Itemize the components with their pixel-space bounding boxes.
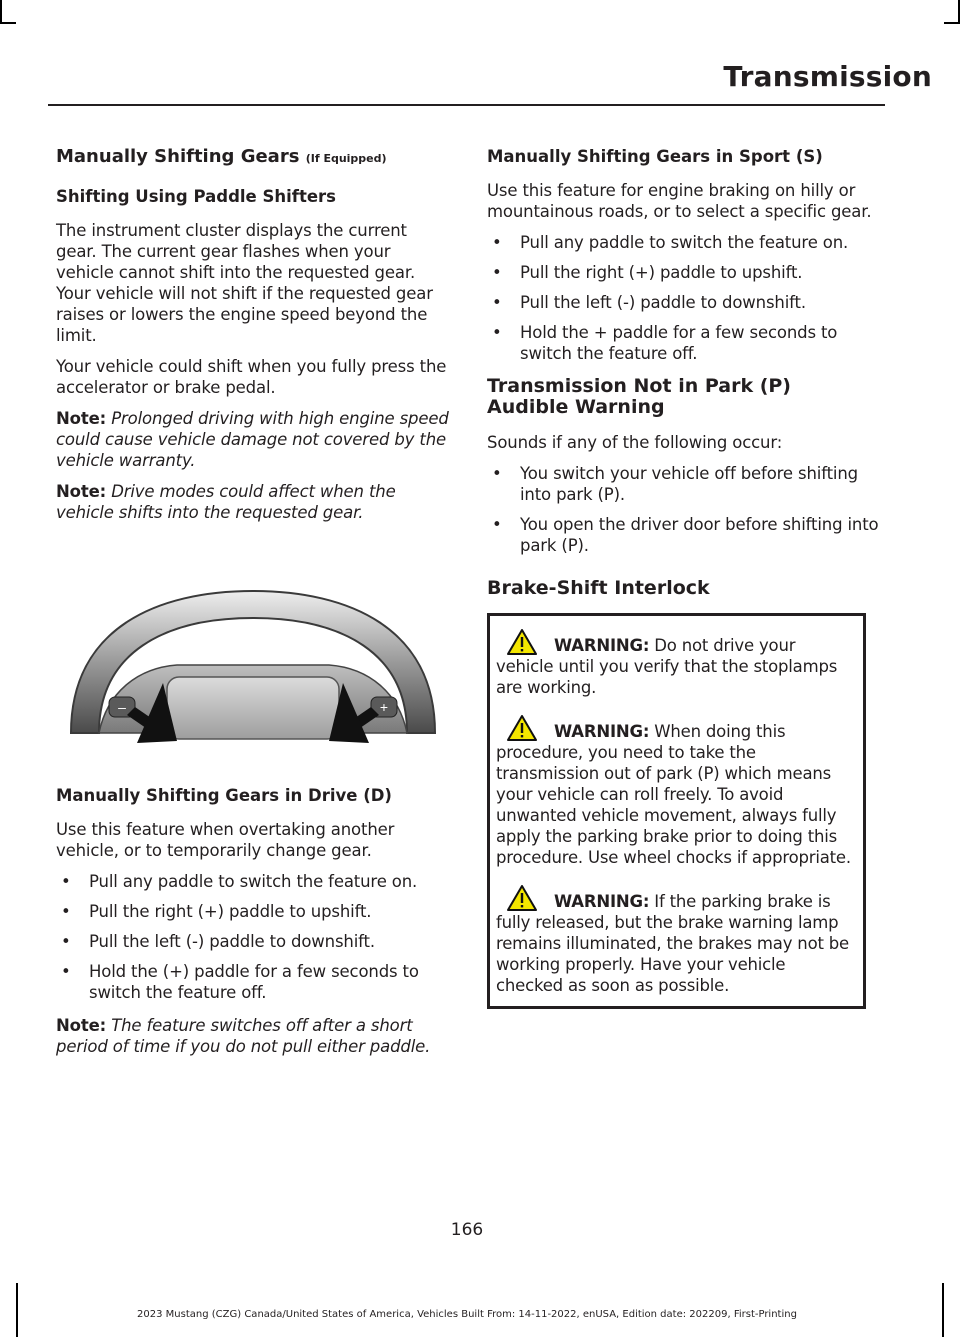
warning-triangle-icon (506, 714, 546, 742)
subheading-sport-mode: Manually Shifting Gears in Sport (S) (487, 147, 823, 166)
crop-mark (942, 1283, 944, 1337)
list-item: • Pull any paddle to switch the feature on. (56, 871, 450, 892)
list-item: • Pull the right (+) paddle to upshift. (56, 901, 450, 922)
warning-text: When doing this procedure, you need to take the transmission out of park (P) which means your vehicle can roll freely. To avoid unwanted vehicle movement, always fully apply the parking brake prior to doing this procedure. Use wheel chocks if appropriate. (496, 722, 851, 867)
list-item: • You switch your vehicle off before shifting into park (P). (487, 463, 882, 505)
list-item: • Pull any paddle to switch the feature on. (487, 232, 882, 253)
note-text: Prolonged driving with high engine speed could cause vehicle damage not covered by the vehicle warranty. (56, 409, 449, 470)
crop-mark (0, 22, 16, 24)
left-column (56, 146, 450, 1067)
list-item: • Hold the + paddle for a few seconds to switch the feature off. (487, 322, 882, 364)
page-section-title: Transmission (723, 60, 932, 93)
warning-label: WARNING: (554, 722, 650, 741)
crop-mark (0, 0, 2, 22)
minus-paddle-label: – (118, 699, 126, 715)
note-label: Note: (56, 482, 107, 501)
warning-text: Do not drive your vehicle until you verify that the stoplamps are working. (496, 636, 838, 697)
warning-label: WARNING: (554, 636, 650, 655)
section-heading-park-warning (487, 376, 882, 418)
warning-item (496, 884, 857, 996)
paragraph: Your vehicle could shift when you fully press the accelerator or brake pedal. (56, 357, 447, 397)
header-divider (48, 104, 885, 106)
note-label: Note: (56, 1016, 107, 1035)
warning-item (496, 714, 857, 868)
page-number: 166 (450, 1220, 484, 1240)
note (56, 481, 450, 523)
right-column (487, 146, 882, 1009)
warning-item (496, 628, 857, 698)
plus-paddle-label: + (379, 699, 389, 715)
warning-box (487, 613, 866, 1009)
list-item: • You open the driver door before shifting into park (P). (487, 514, 882, 556)
subheading-paddle-shifters: Shifting Using Paddle Shifters (56, 187, 336, 206)
section-heading-manual-shifting (56, 146, 450, 170)
park-conditions-list (487, 463, 882, 556)
heading-text: Manually Shifting Gears (56, 146, 300, 167)
warning-label: WARNING: (554, 892, 650, 911)
paragraph: Use this feature for engine braking on hilly or mountainous roads, or to select a specific gear. (487, 181, 872, 221)
heading-line: Audible Warning (487, 396, 665, 418)
warning-triangle-icon (506, 884, 546, 912)
note (56, 1015, 450, 1057)
section-heading-brake-shift-interlock: Brake-Shift Interlock (487, 577, 710, 599)
list-item: • Pull the left (-) paddle to downshift. (56, 931, 450, 952)
heading-suffix: (If Equipped) (305, 152, 387, 165)
subheading-drive-mode: Manually Shifting Gears in Drive (D) (56, 786, 392, 805)
note-text: The feature switches off after a short period of time if you do not pull either paddle. (56, 1016, 431, 1056)
list-item: • Pull the right (+) paddle to upshift. (487, 262, 882, 283)
steering-wheel-illustration (67, 573, 439, 761)
crop-mark (944, 22, 960, 24)
list-item: • Hold the (+) paddle for a few seconds to switch the feature off. (56, 961, 450, 1003)
note-label: Note: (56, 409, 107, 428)
note-text: Drive modes could affect when the vehicle shifts into the requested gear. (56, 482, 396, 522)
drive-instructions-list (56, 871, 450, 1003)
warning-triangle-icon (506, 628, 546, 656)
paragraph: Use this feature when overtaking another vehicle, or to temporarily change gear. (56, 820, 395, 860)
list-item: • Pull the left (-) paddle to downshift. (487, 292, 882, 313)
warning-text: If the parking brake is fully released, but the brake warning lamp remains illuminated, the brakes may not be working properly. Have your vehicle checked as soon as possible. (496, 892, 849, 995)
paragraph: Sounds if any of the following occur: (487, 433, 783, 452)
footer-edition-info: 2023 Mustang (CZG) Canada/United States of America, Vehicles Built From: 14-11-2022, enUSA, Edition date: 202209, First-Printing (137, 1309, 797, 1320)
heading-line: Transmission Not in Park (P) (487, 375, 791, 397)
paragraph: The instrument cluster displays the current gear. The current gear flashes when your vehicle cannot shift into the requested gear. Your vehicle will not shift if the requested gear raises or lowers the engine speed beyond the limit. (56, 221, 433, 345)
sport-instructions-list (487, 232, 882, 364)
note (56, 408, 450, 471)
